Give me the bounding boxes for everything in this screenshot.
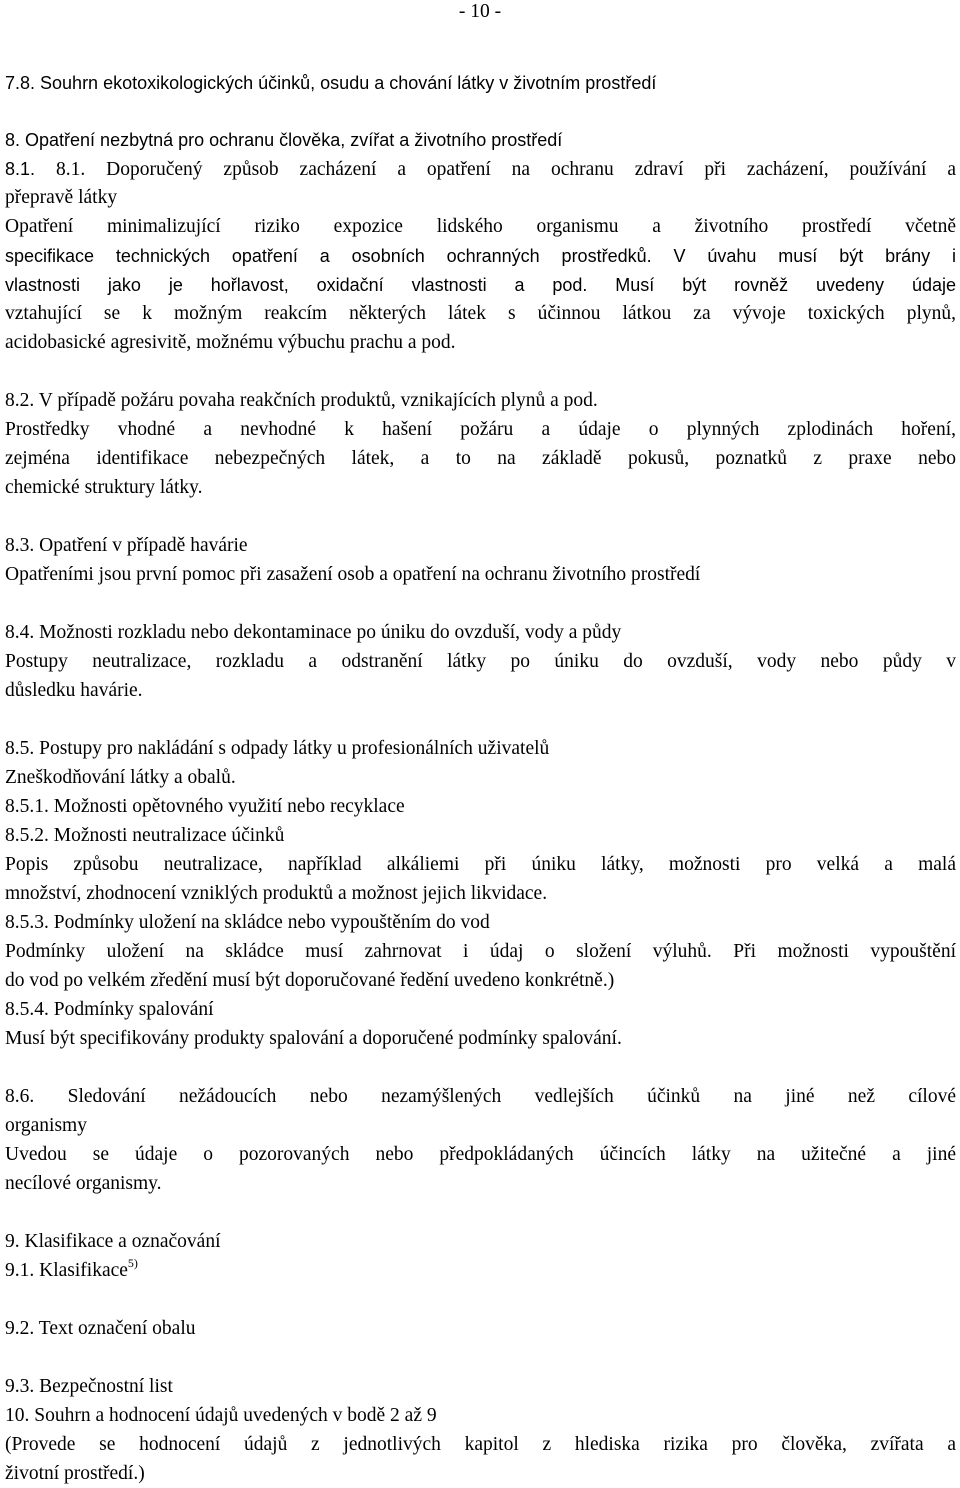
paragraph-line: důsledku havárie. bbox=[5, 680, 143, 701]
paragraph-line bbox=[5, 244, 956, 268]
heading-8-6: 8.6. Sledování nežádoucích nebo nezamýšlených vedlejších účinků na jiné než cílové bbox=[5, 1086, 956, 1107]
heading-8-6-cont: organismy bbox=[5, 1115, 87, 1136]
heading-8-2: 8.2. V případě požáru povaha reakčních produktů, vznikajících plynů a pod. bbox=[5, 390, 598, 411]
heading-10: 10. Souhrn a hodnocení údajů uvedených v bodě 2 až 9 bbox=[5, 1405, 437, 1426]
heading-8-5-2: 8.5.2. Možnosti neutralizace účinků bbox=[5, 825, 285, 846]
paragraph-line: Musí být specifikovány produkty spalování a doporučené podmínky spalování. bbox=[5, 1028, 622, 1049]
paragraph-line: necílové organismy. bbox=[5, 1173, 162, 1194]
paragraph-line: chemické struktury látky. bbox=[5, 477, 203, 498]
paragraph-line: množství, zhodnocení vzniklých produktů a možnost jejich likvidace. bbox=[5, 883, 548, 904]
paragraph-line: Uvedou se údaje o pozorovaných nebo předpokládaných účincích látky na užitečné a jiné bbox=[5, 1144, 956, 1165]
paragraph-line: Podmínky uložení na skládce musí zahrnovat i údaj o složení výluhů. Při možnosti vypouštění bbox=[5, 941, 956, 962]
paragraph-line: Opatření minimalizující riziko expozice lidského organismu a životního prostředí včetně bbox=[5, 216, 956, 237]
heading-8-3: 8.3. Opatření v případě havárie bbox=[5, 535, 248, 556]
paragraph-line: vztahující se k možným reakcím některých látek s účinnou látkou za vývoje toxických plynů, bbox=[5, 303, 956, 324]
heading-8-1-text: 8.1. Doporučený způsob zacházení a opatření na ochranu zdraví při zacházení, používání a bbox=[55, 159, 957, 180]
heading-8-1 bbox=[5, 157, 956, 182]
paragraph-line: zejména identifikace nebezpečných látek, a to na základě pokusů, poznatků z praxe nebo bbox=[5, 448, 956, 469]
heading-8-4: 8.4. Možnosti rozkladu nebo dekontaminace po úniku do ovzduší, vody a půdy bbox=[5, 622, 622, 643]
heading-8-1-cont: přepravě látky bbox=[5, 187, 118, 208]
heading-9-3: 9.3. Bezpečnostní list bbox=[5, 1376, 173, 1397]
page-number: - 10 - bbox=[458, 1, 502, 22]
paragraph-fragment: specifikace technických opatření a osobních ochranných prostředků. bbox=[5, 246, 652, 266]
paragraph-line: Opatřeními jsou první pomoc při zasažení osob a opatření na ochranu životního prostředí bbox=[5, 564, 701, 585]
heading-7-8: 7.8. Souhrn ekotoxikologických účinků, osudu a chování látky v životním prostředí bbox=[5, 73, 657, 93]
heading-8-5-1: 8.5.1. Možnosti opětovného využití nebo recyklace bbox=[5, 796, 405, 817]
paragraph-line: Postupy neutralizace, rozkladu a odstranění látky po úniku do ovzduší, vody nebo půdy v bbox=[5, 651, 956, 672]
footnote-reference: 5) bbox=[127, 1256, 138, 1270]
heading-9-1 bbox=[5, 1256, 956, 1283]
heading-8-1-prefix: 8.1. bbox=[5, 159, 36, 179]
paragraph-line: životní prostředí.) bbox=[5, 1463, 145, 1484]
heading-9: 9. Klasifikace a označování bbox=[5, 1231, 221, 1252]
paragraph-line: acidobasické agresivitě, možnému výbuchu prachu a pod. bbox=[5, 332, 456, 353]
paragraph-fragment: V úvahu musí být brány i bbox=[651, 246, 956, 266]
paragraph-fragment: Musí být rovněž uvedeny údaje bbox=[587, 275, 956, 295]
heading-8-5: 8.5. Postupy pro nakládání s odpady látky u profesionálních uživatelů bbox=[5, 738, 550, 759]
heading-8-5-3: 8.5.3. Podmínky uložení na skládce nebo vypouštěním do vod bbox=[5, 912, 490, 933]
paragraph-line: Popis způsobu neutralizace, například alkáliemi při úniku látky, možnosti pro velká a malá bbox=[5, 854, 956, 875]
heading-9-1-text: 9.1. Klasifikace bbox=[5, 1260, 128, 1281]
heading-9-2: 9.2. Text označení obalu bbox=[5, 1318, 196, 1339]
paragraph-fragment: vlastnosti jako je hořlavost, oxidační vlastnosti a pod. bbox=[5, 275, 588, 295]
paragraph-line bbox=[5, 273, 956, 297]
paragraph-line: Prostředky vhodné a nevhodné k hašení požáru a údaje o plynných zplodinách hoření, bbox=[5, 419, 956, 440]
paragraph-line: (Provede se hodnocení údajů z jednotlivých kapitol z hlediska rizika pro člověka, zvířata a bbox=[5, 1434, 956, 1455]
paragraph-line: do vod po velkém zředění musí být doporučované ředění uvedeno konkrétně.) bbox=[5, 970, 615, 991]
heading-8: 8. Opatření nezbytná pro ochranu člověka, zvířat a životního prostředí bbox=[5, 130, 563, 150]
paragraph-line: Zneškodňování látky a obalů. bbox=[5, 767, 236, 788]
heading-8-5-4: 8.5.4. Podmínky spalování bbox=[5, 999, 214, 1020]
